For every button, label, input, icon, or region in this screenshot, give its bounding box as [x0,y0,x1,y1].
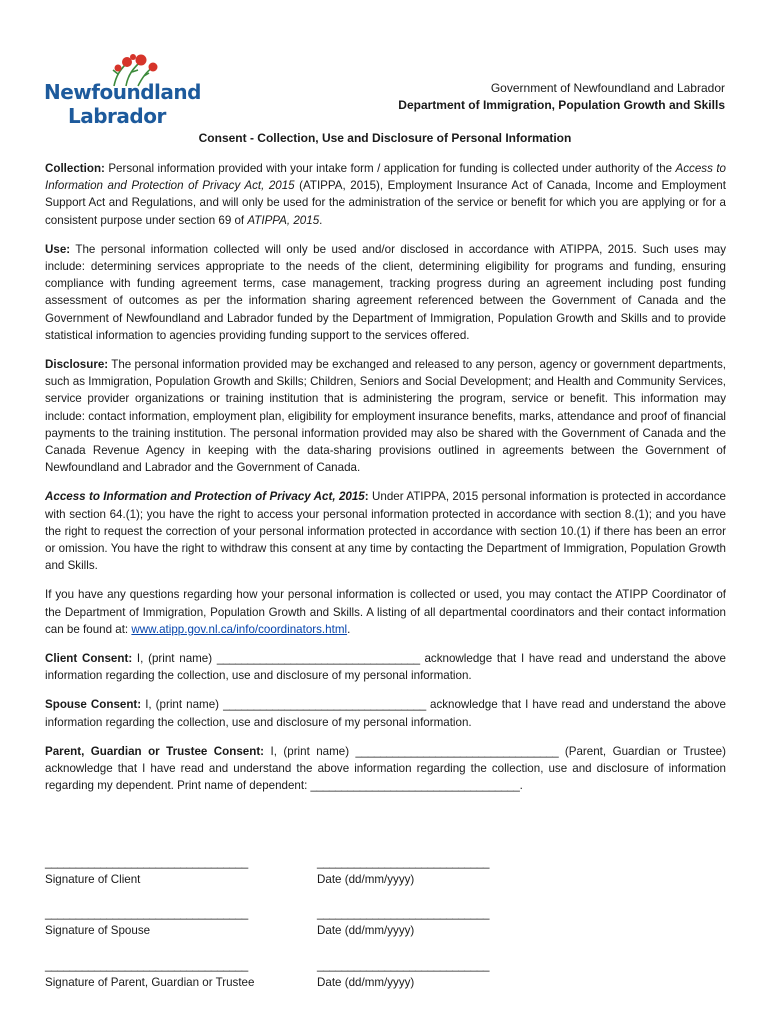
spouse-date-field[interactable]: ____________________________ [317,907,490,920]
parent-date-label: Date (dd/mm/yyyy) [317,976,415,989]
spouse-signature-block [45,905,248,939]
parent-consent-text-3: . [519,779,523,793]
spouse-signature-field[interactable]: _________________________________ [45,907,248,920]
disclosure-text: The personal information provided may be exchanged and released to any person, agency or government departments, such as Immigration, Population Growth and Skills; Children, Seniors and Social Development; and Health and Community Services, service provider organizations or training institution that is administering the program, service or benefit. This information may include: contact information, employment plan, eligibility for employment insurance benefits, marks, attendance and proof of financial payments to the training institution. The personal information provided may also be shared with the Government of Canada and the Canada Revenue Agency in keeping with the data-sharing provisions outlined in agreements between the Government of Newfoundland and Labrador and the Government of Canada. [45,358,726,475]
parent-consent-heading: Parent, Guardian or Trustee Consent: [45,744,265,758]
collection-text-2: (ATIPPA, 2015), Employment Insurance Act of Canada, Income and Employment Support Act and Regulations, and will only be used for the administration of the service or benefit for which you are applying or for a consistent purpose under section 69 of [45,179,726,227]
use-text: The personal information collected will only be used and/or disclosed in accordance with ATIPPA, 2015. Such uses may include: determining services appropriate to the needs of the client, determining eligibility for programs and funding, ensuring compliance with funding agreement terms, case management, tracking progress during an agreement including post funding assessment of outcomes as per the information sharing agreement referenced between the Government of Canada and the Government of Newfoundland and Labrador funded by the Department of Immigration, Population Growth and Skills and to provide statistical information to agencies providing funding support to the services offered. [45,242,726,342]
disclosure-paragraph [45,356,726,476]
parent-date-field[interactable]: ____________________________ [317,959,490,972]
collection-text-3: . [319,213,323,227]
spouse-consent-text-2: acknowledge that I have read and understand the above information regarding the collection, use and disclosure of my personal information. [45,698,726,729]
client-date-block [317,854,489,888]
logo-word-newfoundland: Newfoundland [44,80,201,104]
spouse-consent-heading: Spouse Consent: [45,698,142,712]
client-signature-field[interactable]: _________________________________ [45,856,248,869]
atippa-heading: Access to Information and Protection of Privacy Act, 2015 [45,490,365,504]
use-paragraph [45,241,726,344]
logo-word-labrador: Labrador [68,104,166,128]
parent-consent-text-1: I, (print name) [264,744,356,758]
questions-end: . [347,622,351,636]
parent-signature-field[interactable]: _________________________________ [45,959,248,972]
spouse-date-label: Date (dd/mm/yyyy) [317,924,415,937]
parent-consent-paragraph [45,743,726,795]
client-consent-text-2: acknowledge that I have read and understand the above information regarding the collection, use and disclosure of my personal information. [45,652,727,683]
atippa-text: Under ATIPPA, 2015 personal information is protected in accordance with section 64.(1); you have the right to access your personal information protected in accordance with section 8.(1); and you have the right to request the correction of your personal information protected in accordance with section 10.(1) if there has been an error or omission. You have the right to withdraw this consent at any time by contacting the Department of Immigration, Population Growth and Skills. [45,490,726,573]
collection-act-short: ATIPPA, 2015 [247,213,320,227]
spouse-date-block [317,905,489,939]
collection-heading: Collection: [45,162,105,175]
client-date-field[interactable]: ____________________________ [317,856,490,869]
parent-date-block [317,957,489,991]
spouse-consent-paragraph [45,696,726,730]
questions-text: If you have any questions regarding how your personal information is collected or used, you may contact the ATIPP Coordinator of the Department of Immigration, Population Growth and Skills. A listing of all departmental coordinators and their contact information can be found at: [45,588,726,636]
department-name: Department of Immigration, Population Growth and Skills [398,98,725,112]
parent-signature-label: Signature of Parent, Guardian or Trustee [45,976,255,989]
government-name: Government of Newfoundland and Labrador [490,81,725,95]
dependent-name-field[interactable]: __________________________________ [310,779,520,793]
document-body [45,160,726,807]
disclosure-heading: Disclosure: [45,358,109,372]
newfoundland-labrador-logo [42,52,201,132]
client-signature-label: Signature of Client [45,873,141,886]
client-signature-block [45,854,248,888]
atippa-colon: : [364,490,369,504]
use-heading: Use: [45,242,71,256]
document-title: Consent - Collection, Use and Disclosure of Personal Information [198,131,572,145]
client-print-name-field[interactable]: _________________________________ [216,652,420,666]
client-consent-heading: Client Consent: [45,652,133,666]
parent-print-name-field[interactable]: _________________________________ [355,744,559,758]
coordinators-link[interactable]: www.atipp.gov.nl.ca/info/coordinators.html [131,622,348,636]
parent-consent-text-2: (Parent, Guardian or Trustee) acknowledge that I have read and understand the above information regarding the collection, use and disclosure of information regarding my dependent. Print name of dependent: [45,744,726,793]
questions-paragraph [45,586,726,638]
client-consent-paragraph [45,650,726,684]
collection-act-name: Access to Information and Protection of Privacy Act, 2015 [45,162,726,193]
spouse-consent-text-1: I, (print name) [141,698,224,712]
government-header [398,80,725,114]
parent-signature-block [45,957,254,991]
spouse-signature-label: Signature of Spouse [45,924,151,937]
client-date-label: Date (dd/mm/yyyy) [317,873,415,886]
atippa-paragraph [45,488,726,574]
client-consent-text-1: I, (print name) [132,652,217,666]
collection-text-1: Personal information provided with your intake form / application for funding is collected under authority of the [104,162,676,175]
collection-paragraph [45,160,726,229]
spouse-print-name-field[interactable]: _________________________________ [223,698,426,712]
